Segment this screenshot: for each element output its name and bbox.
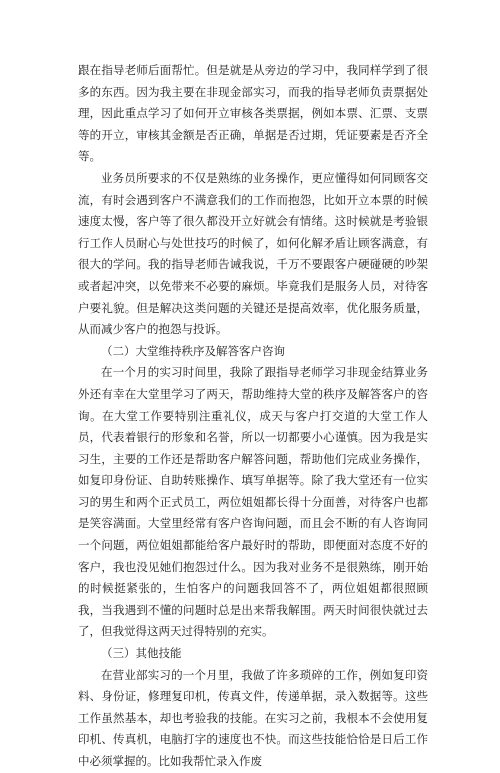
document-page xyxy=(78,60,428,773)
section-heading-other-skills: （三）其他技能 xyxy=(101,646,182,661)
paragraph-other-skills: 在营业部实习的一个月里，我做了许多琐碎的工作，例如复印资料、身份证，修理复印机，传真文件，传递单据，录入数据等。这些工作虽然基本，却也考验我的技能。在实习之前，我根本不会使用复印机、传真机，电脑打字的速度也不快。而这些技能恰恰是日后工作中必须掌握的。比如我帮忙录入作废 xyxy=(78,667,428,768)
paragraph-customer-communication: 业务员所要求的不仅是熟练的业务操作，更应懂得如何同顾客交流，有时会遇到客户不满意我们的工作而抱怨，比如开立本票的时候速度太慢，客户等了很久都没开立好就会有情绪。这时候就是考验银行工作人员耐心与处世技巧的时候了，如何化解矛盾让顾客满意，有很大的学问。我的指导老师告诫我说，千万不要跟客户硬碰硬的吵架或者起冲突，以免带来不必要的麻烦。毕竟我们是服务人员，对待客户要礼貌。但是解决这类问题的关键还是提高效率，优化服务质量，从而减少客户的抱怨与投诉。 xyxy=(78,170,428,337)
paragraph-bill-processing: 跟在指导老师后面帮忙。但是就是从旁边的学习中，我同样学到了很多的东西。因为我主要在非现金部实习，而我的指导老师负责票据处理，因此重点学习了如何开立审核各类票据，例如本票、汇票、支票等的开立，审核其金额是否正确，单据是否过期，凭证要素是否齐全等。 xyxy=(78,63,428,164)
paragraph-lobby-duty: 在一个月的实习时间里，我除了跟指导老师学习非现金结算业务外还有幸在大堂里学习了两天，帮助维持大堂的秩序及解答客户的咨询。在大堂工作要特别注重礼仪，成天与客户打交道的大堂工作人员，代表着银行的形象和名誉，所以一切都要小心谨慎。因为我是实习生，主要的工作还是帮助客户解答问题，帮助他们完成业务操作，如复印身份证、自助转账操作、填写单据等。除了我大堂还有一位实习的男生和两个正式员工，两位姐姐都长得十分面善，对待客户也都是笑容满面。大堂里经常有客户咨询问题，而且会不断的有人咨询同一个问题，两位姐姐都能给客户最好时的帮助，即便面对态度不好的客户，我也没见她们抱怨过什么。因为我对业务不是很熟练，刚开始的时候挺紧张的，生怕客户的问题我回答不了，两位姐姐都很照顾我，当我遇到不懂的问题时总是出来帮我解围。两天时间很快就过去了，但我觉得这两天过得特别的充实。 xyxy=(78,365,428,639)
section-heading-lobby: （二）大堂维持秩序及解答客户咨询 xyxy=(101,343,285,358)
